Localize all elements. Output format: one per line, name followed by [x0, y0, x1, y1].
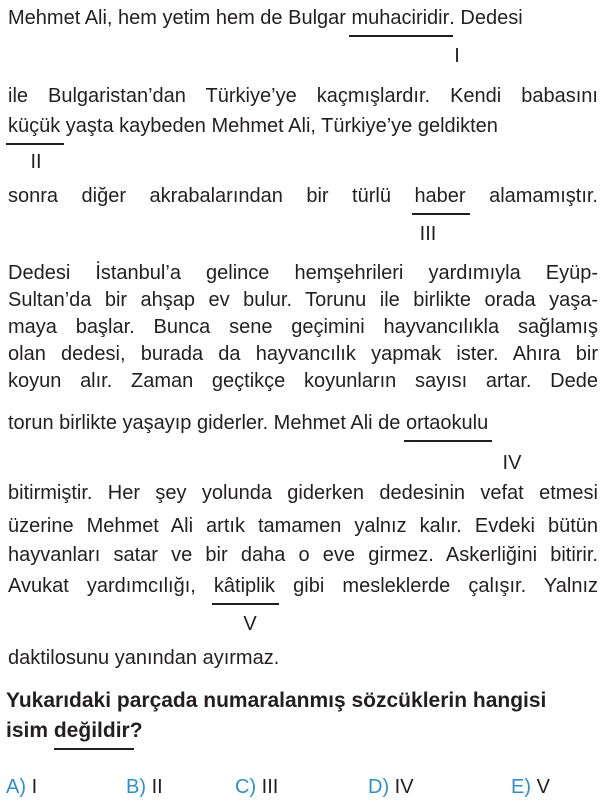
text-segment: gibi mesleklerde çalışır. Yalnız — [275, 575, 598, 597]
option-letter: E) — [511, 776, 531, 798]
underlined-word-iii: haber — [414, 185, 466, 207]
passage-line: olan dedesi, burada da hayvancılık yapmak ister. Ahıra bir — [8, 343, 598, 365]
passage-line: Dedesi İstanbul’a gelince hemşehrileri yardımıyla Eyüp- — [8, 262, 598, 284]
option-e[interactable] — [511, 774, 550, 800]
text-segment: isim — [6, 719, 54, 742]
passage-line — [8, 184, 598, 208]
question-emphasis: değildir — [53, 719, 130, 742]
passage-line: hayvanları satar ve bir daha o eve girmez. Askerliğini bitirir. — [8, 544, 598, 566]
option-d[interactable] — [368, 774, 414, 800]
option-letter: A) — [6, 776, 26, 798]
option-letter: B) — [126, 776, 146, 798]
underlined-word-v: kâtiplik — [213, 575, 276, 597]
marker-v: V — [243, 613, 257, 635]
passage-line: koyun alır. Zaman geçtikçe koyunların sayısı artar. Dede — [8, 370, 598, 392]
text-segment: yaşta kaybeden Mehmet Ali, Türkiye’ye geldikten — [60, 115, 498, 137]
passage-line: daktilosunu yanından ayırmaz. — [8, 647, 280, 669]
option-value: I — [31, 776, 38, 798]
option-c[interactable] — [235, 774, 278, 800]
option-value: III — [261, 776, 279, 798]
option-a[interactable] — [6, 774, 37, 800]
passage-line: Sultan’da bir ahşap ev bulur. Torunu ile birlikte orada yaşa- — [8, 289, 598, 311]
text-segment: torun birlikte yaşayıp giderler. Mehmet Ali de — [8, 412, 406, 434]
text-segment: Mehmet Ali, hem yetim hem de Bulgar — [8, 7, 352, 29]
question-line — [6, 718, 143, 744]
passage-line: maya başlar. Bunca sene geçimini hayvancılıkla sağlamış — [8, 316, 598, 338]
text-segment: sonra diğer akrabalarından bir türlü — [8, 185, 415, 207]
marker-ii: II — [30, 151, 42, 173]
passage-line: üzerine Mehmet Ali artık tamamen yalnız kalır. Evdeki bütün — [8, 515, 598, 537]
underlined-word-i: muhaciridir — [351, 7, 450, 29]
passage-line — [8, 114, 598, 138]
marker-i: I — [454, 45, 460, 67]
option-letter: C) — [235, 776, 257, 798]
passage-line — [8, 411, 598, 435]
question-line: Yukarıdaki parçada numaralanmış sözcüklerin hangisi — [6, 689, 547, 712]
marker-iv: IV — [502, 452, 522, 474]
passage-line: ile Bulgaristan’dan Türkiye’ye kaçmışlardır. Kendi babasını — [8, 85, 598, 107]
option-letter: D) — [368, 776, 390, 798]
underlined-word-iv: ortaokulu — [405, 412, 489, 434]
text-segment: . Dedesi — [449, 7, 523, 29]
text-segment: alamamıştır. — [465, 185, 598, 207]
option-value: II — [151, 776, 163, 798]
text-segment: Avukat yardımcılığı, — [8, 575, 214, 597]
option-b[interactable] — [126, 774, 163, 800]
passage-line — [8, 574, 598, 598]
passage-line: bitirmiştir. Her şey yolunda giderken dedesinin vefat etmesi — [8, 482, 598, 504]
underlined-word-ii: küçük — [8, 115, 61, 137]
option-value: IV — [394, 776, 414, 798]
text-segment: ? — [129, 719, 143, 742]
answer-options — [6, 774, 596, 804]
passage-line — [8, 6, 598, 30]
marker-iii: III — [419, 223, 437, 245]
option-value: V — [536, 776, 550, 798]
